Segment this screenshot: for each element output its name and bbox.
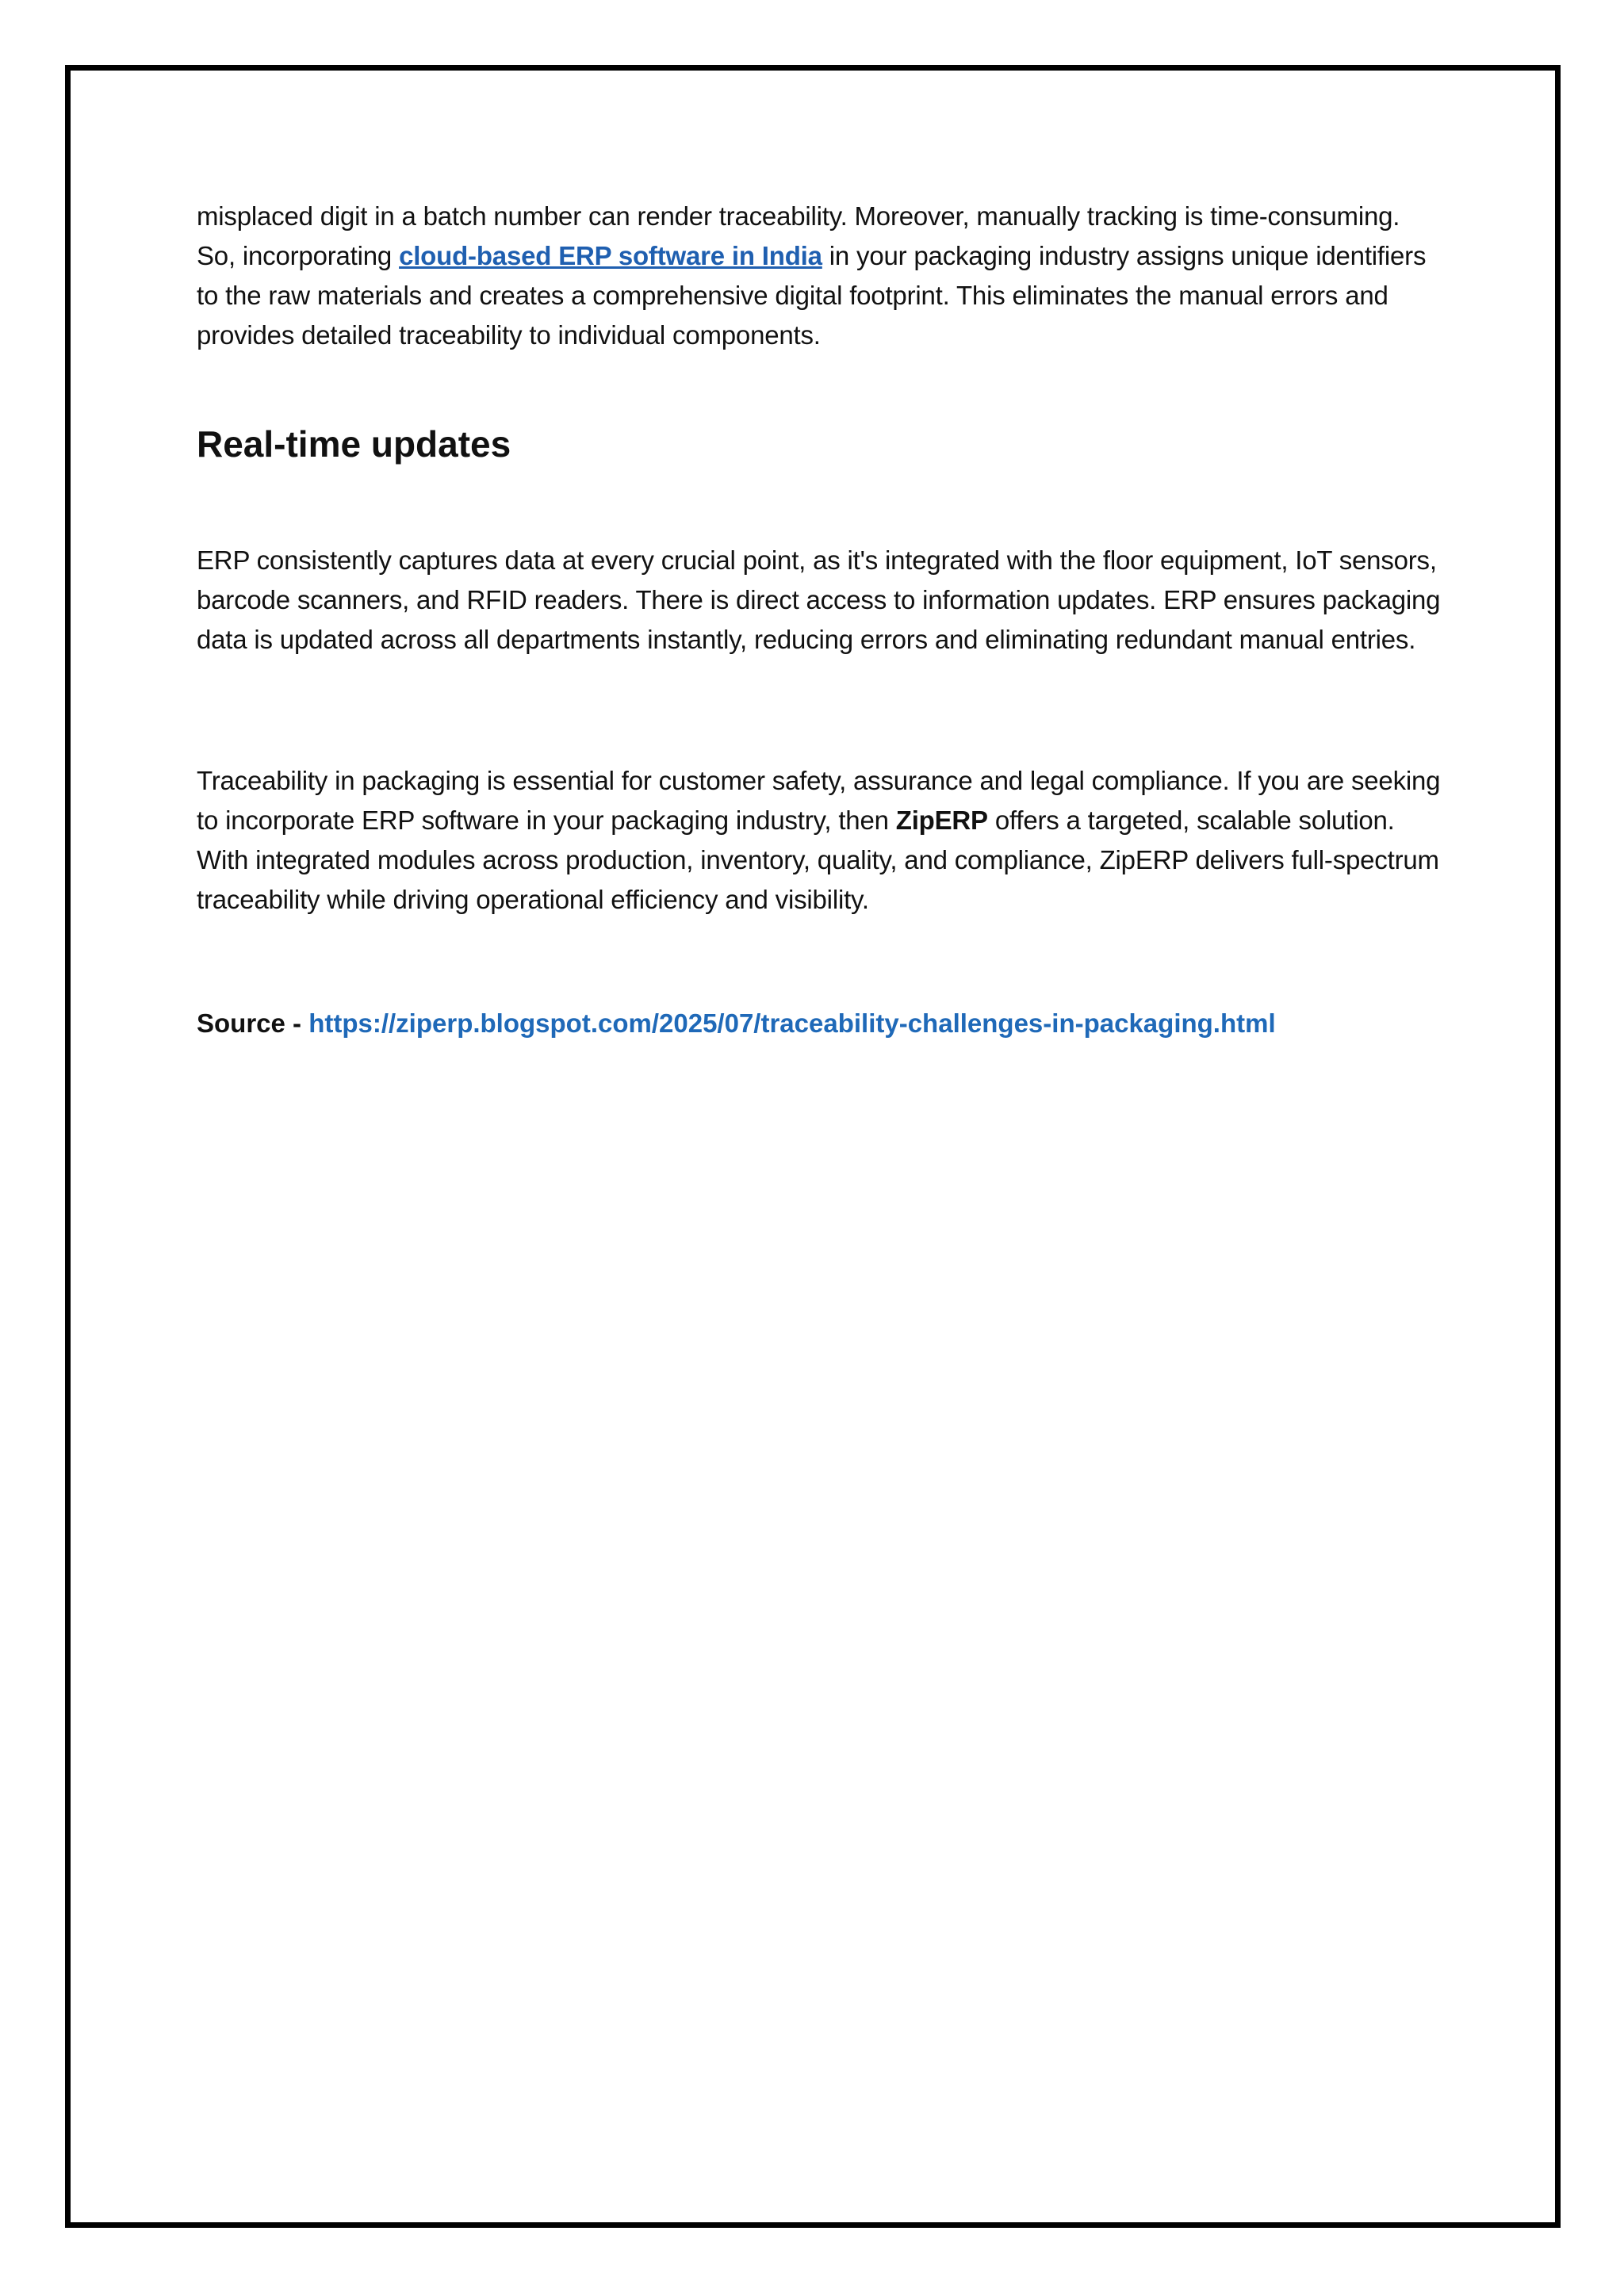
paragraph-text: Traceability in packaging is essential for customer safety, assurance and legal compliance. If you are seeking to incorporate ERP software in your packaging industry, then	[197, 766, 1441, 835]
cloud-erp-link[interactable]: cloud-based ERP software in India	[399, 241, 822, 270]
paragraph-real-time-updates: ERP consistently captures data at every crucial point, as it's integrated with the floor equipment, IoT sensors, barcode scanners, and RFID readers. There is direct access to information updates. ERP ensures packaging data is updated across all departments instantly, reducing errors and eliminating redundant manual entries.	[197, 545, 1441, 654]
brand-name: ZipERP	[895, 806, 988, 835]
page-border	[65, 65, 1561, 2228]
paragraph-text: offers a targeted, scalable solution. With integrated modules across production, inventory, quality, and compliance, ZipERP delivers full-spectrum traceability while driving operational efficiency and visibility.	[197, 806, 1439, 914]
source-line	[197, 1004, 1276, 1043]
source-url-link[interactable]: https://ziperp.blogspot.com/2025/07/traceability-challenges-in-packaging.html	[308, 1008, 1276, 1038]
source-label: Source -	[197, 1008, 309, 1038]
paragraph-traceability-errors	[197, 197, 1442, 355]
paragraph-text: misplaced digit in a batch number can render traceability. Moreover, manually tracking is time-consuming. So, incorporating	[197, 201, 1400, 270]
paragraph-conclusion	[197, 761, 1442, 920]
paragraph-text: in your packaging industry assigns unique identifiers to the raw materials and creates a comprehensive digital footprint. This eliminates the manual errors and provides detailed traceability to individual components.	[197, 241, 1427, 350]
section-heading-real-time-updates: Real-time updates	[197, 423, 511, 465]
